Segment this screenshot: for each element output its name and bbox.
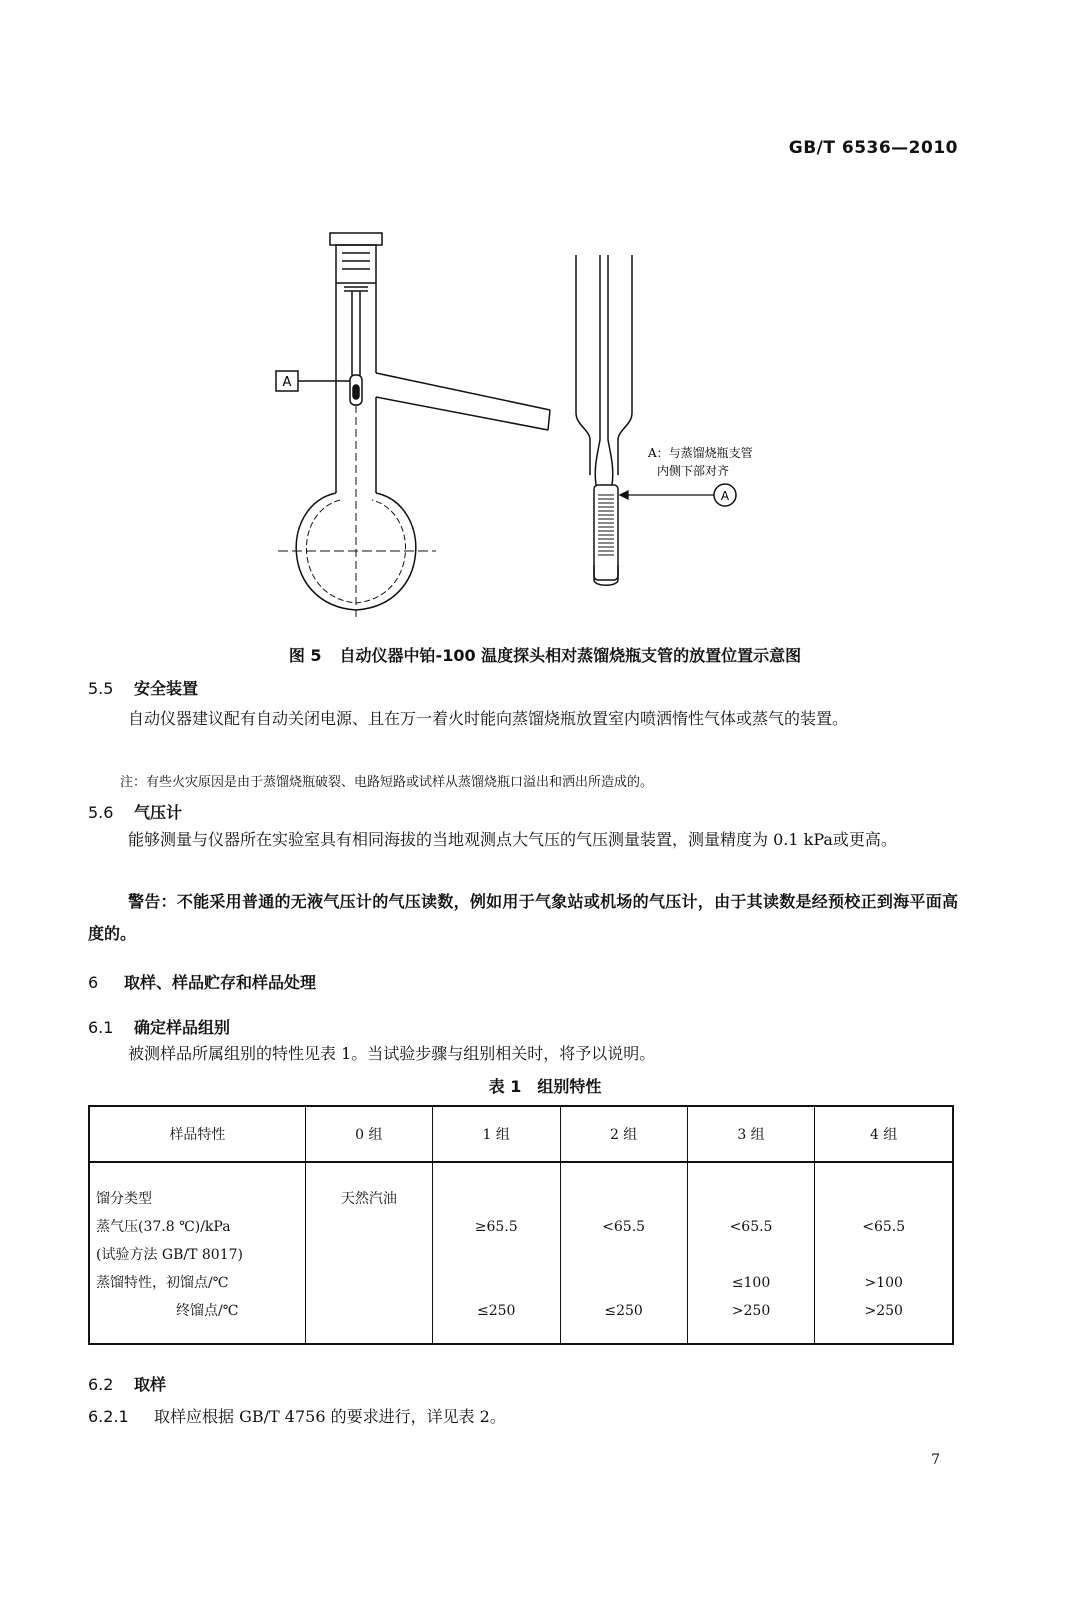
- section-6-1-heading: [88, 1015, 230, 1038]
- table-cell: [306, 1213, 432, 1241]
- table-cell: [561, 1185, 687, 1213]
- section-6-1-body: 被测样品所属组别的特性见表 1。当试验步骤与组别相关时，将予以说明。: [128, 1044, 656, 1063]
- table-cell: ≤250: [604, 1303, 643, 1319]
- group-3-cell: [687, 1162, 815, 1344]
- marker-a-circle-label: A: [720, 489, 730, 503]
- section-6-2-1-body: [88, 1404, 506, 1427]
- section-title: 取样: [134, 1375, 167, 1394]
- section-title: 确定样品组别: [134, 1018, 231, 1037]
- row-label: 终馏点/℃: [176, 1303, 239, 1319]
- group-4-cell: [815, 1162, 953, 1344]
- figure-caption-number: 图 5: [288, 646, 322, 665]
- group-1-cell: [432, 1162, 560, 1344]
- table-cell: [561, 1269, 687, 1297]
- figure-5-caption: [0, 643, 1090, 666]
- table-number: 表 1: [488, 1077, 522, 1096]
- row-labels-cell: [89, 1162, 305, 1344]
- table-cell: >100: [864, 1275, 903, 1291]
- section-title: 气压计: [134, 803, 183, 822]
- page-number: 7: [931, 1452, 940, 1468]
- section-title: 取样、样品贮存和样品处理: [124, 973, 317, 992]
- section-5-5-body: 自动仪器建议配有自动关闭电源、且在万一着火时能向蒸馏烧瓶放置室内喷洒惰性气体或蒸气的装置。: [128, 709, 849, 728]
- row-label: 蒸馏特性，初馏点/℃: [96, 1275, 229, 1291]
- table-cell: >250: [731, 1303, 771, 1319]
- group-0-cell: [305, 1162, 432, 1344]
- table-cell: <65.5: [862, 1219, 906, 1235]
- table-cell: [815, 1241, 952, 1269]
- group-2-cell: [560, 1162, 687, 1344]
- pointer-arrow: [620, 491, 714, 499]
- table-cell: <65.5: [729, 1219, 773, 1235]
- table-1-group-characteristics: [88, 1105, 954, 1345]
- row-label: 馏分类型: [96, 1191, 152, 1207]
- section-number: 5.5: [88, 679, 114, 698]
- section-5-6-heading: [88, 800, 182, 823]
- section-text: 取样应根据 GB/T 4756 的要求进行，详见表 2。: [154, 1407, 506, 1426]
- table-header-cell: 2 组: [560, 1106, 687, 1162]
- table-cell: ≤100: [731, 1275, 771, 1291]
- table-body-row: [89, 1162, 953, 1344]
- table-cell: [306, 1297, 432, 1325]
- marker-a-box-label: A: [282, 375, 292, 390]
- table-header-cell: 4 组: [815, 1106, 953, 1162]
- table-cell: [688, 1185, 815, 1213]
- section-5-6-warning: 警告：不能采用普通的无液气压计的气压读数，例如用于气象站或机场的气压计，由于其读数是经预校正到海平面高度的。: [88, 892, 958, 943]
- table-cell: [561, 1241, 687, 1269]
- table-cell: ≥65.5: [474, 1219, 518, 1235]
- distillation-flask-drawing: [278, 233, 550, 620]
- figure-note-line1: A：与蒸馏烧瓶支管: [648, 446, 753, 460]
- table-cell: 天然汽油: [340, 1191, 397, 1207]
- table-cell: [433, 1241, 560, 1269]
- table-cell: [433, 1269, 560, 1297]
- section-6-2-heading: [88, 1372, 166, 1395]
- figure-5-diagram: [260, 225, 820, 625]
- table-cell: [815, 1185, 952, 1213]
- section-5-5-note: 注：有些火灾原因是由于蒸馏烧瓶破裂、电路短路或试样从蒸馏烧瓶口溢出和洒出所造成的。: [120, 775, 654, 790]
- section-6-heading: [88, 970, 316, 993]
- table-header-cell: 1 组: [432, 1106, 560, 1162]
- section-5-5-heading: [88, 676, 198, 699]
- figure-caption-text: 自动仪器中铂-100 温度探头相对蒸馏烧瓶支管的放置位置示意图: [339, 646, 802, 665]
- standard-code-header: GB/T 6536—2010: [788, 138, 958, 158]
- row-label: 蒸气压(37.8 ℃)/kPa: [96, 1219, 231, 1235]
- table-cell: [433, 1185, 560, 1213]
- table-cell: [688, 1241, 815, 1269]
- table-header-cell: 3 组: [687, 1106, 815, 1162]
- row-label: (试验方法 GB/T 8017): [96, 1247, 243, 1263]
- table-cell: [306, 1269, 432, 1297]
- table-header-cell: 样品特性: [89, 1106, 305, 1162]
- section-5-6-body: 能够测量与仪器所在实验室具有相同海拔的当地观测点大气压的气压测量装置，测量精度为 0.1 kPa或更高。: [128, 830, 897, 849]
- section-number: 6.2.1: [88, 1407, 129, 1426]
- probe-scale-marks: [598, 495, 614, 555]
- table-cell: [306, 1241, 432, 1269]
- table-cell: ≤250: [477, 1303, 516, 1319]
- table-cell: >250: [864, 1303, 903, 1319]
- section-number: 5.6: [88, 803, 114, 822]
- table-header-row: [89, 1106, 953, 1162]
- section-number: 6: [88, 973, 99, 992]
- thermometer-probe-detail: [576, 255, 632, 585]
- table-1-title: [0, 1074, 1090, 1097]
- section-number: 6.2: [88, 1375, 114, 1394]
- table-header-cell: 0 组: [305, 1106, 432, 1162]
- table-title-text: 组别特性: [537, 1077, 602, 1096]
- table-cell: <65.5: [602, 1219, 646, 1235]
- figure-note-line2: 内侧下部对齐: [657, 464, 730, 478]
- section-number: 6.1: [88, 1018, 114, 1037]
- section-title: 安全装置: [134, 679, 199, 698]
